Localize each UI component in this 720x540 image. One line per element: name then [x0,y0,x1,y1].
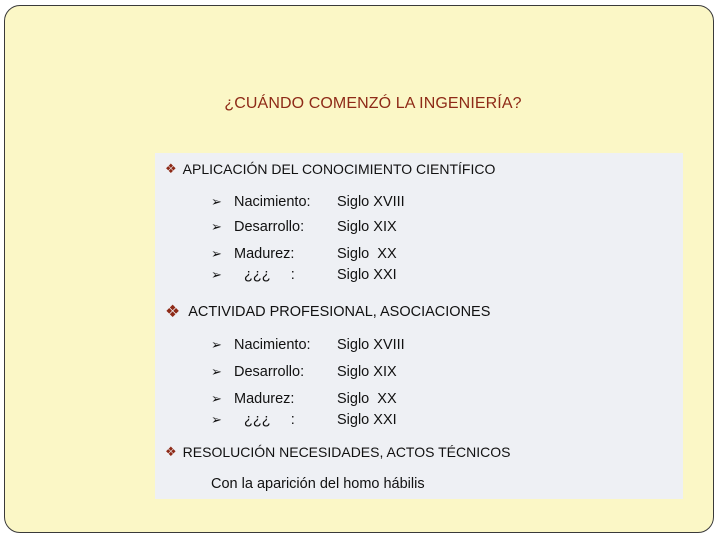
arrow-bullet-icon: ➢ [211,337,222,352]
section-heading-3 [165,444,510,460]
item-value: Siglo XVIII [337,337,405,353]
section-heading-label: ACTIVIDAD PROFESIONAL, ASOCIACIONES [188,304,491,320]
section-heading-label: APLICACIÓN DEL CONOCIMIENTO CIENTÍFICO [182,161,496,177]
diamond-bullet-icon: ❖ [165,302,181,321]
content-panel [155,153,683,499]
section-heading-label: RESOLUCIÓN NECESIDADES, ACTOS TÉCNICOS [182,444,511,460]
section-heading-1 [165,161,495,177]
item-value: Siglo XX [337,246,397,262]
item-label: Nacimiento: [234,194,311,210]
item-label: Nacimiento: [234,337,311,353]
slide-title: ¿CUÁNDO COMENZÓ LA INGENIERÍA? [224,95,522,112]
item-label: Desarrollo: [234,364,305,380]
arrow-bullet-icon: ➢ [211,412,222,427]
arrow-bullet-icon: ➢ [211,246,222,261]
item-label: Desarrollo: [234,219,305,235]
diamond-bullet-icon: ❖ [165,444,177,459]
item-label: ¿¿¿ : [244,267,295,283]
arrow-bullet-icon: ➢ [211,219,222,234]
item-value: Siglo XXI [337,267,397,283]
item-label: Madurez: [234,246,295,262]
diamond-bullet-icon: ❖ [165,161,177,176]
arrow-bullet-icon: ➢ [211,194,222,209]
section-heading-2 [165,302,490,322]
item-value: Siglo XVIII [337,194,405,210]
item-value: Siglo XIX [337,364,397,380]
section-text: Con la aparición del homo hábilis [211,476,425,492]
item-value: Siglo XX [337,391,397,407]
arrow-bullet-icon: ➢ [211,391,222,406]
item-label: ¿¿¿ : [244,412,295,428]
item-value: Siglo XIX [337,219,397,235]
item-value: Siglo XXI [337,412,397,428]
item-label: Madurez: [234,391,295,407]
arrow-bullet-icon: ➢ [211,267,222,282]
arrow-bullet-icon: ➢ [211,364,222,379]
